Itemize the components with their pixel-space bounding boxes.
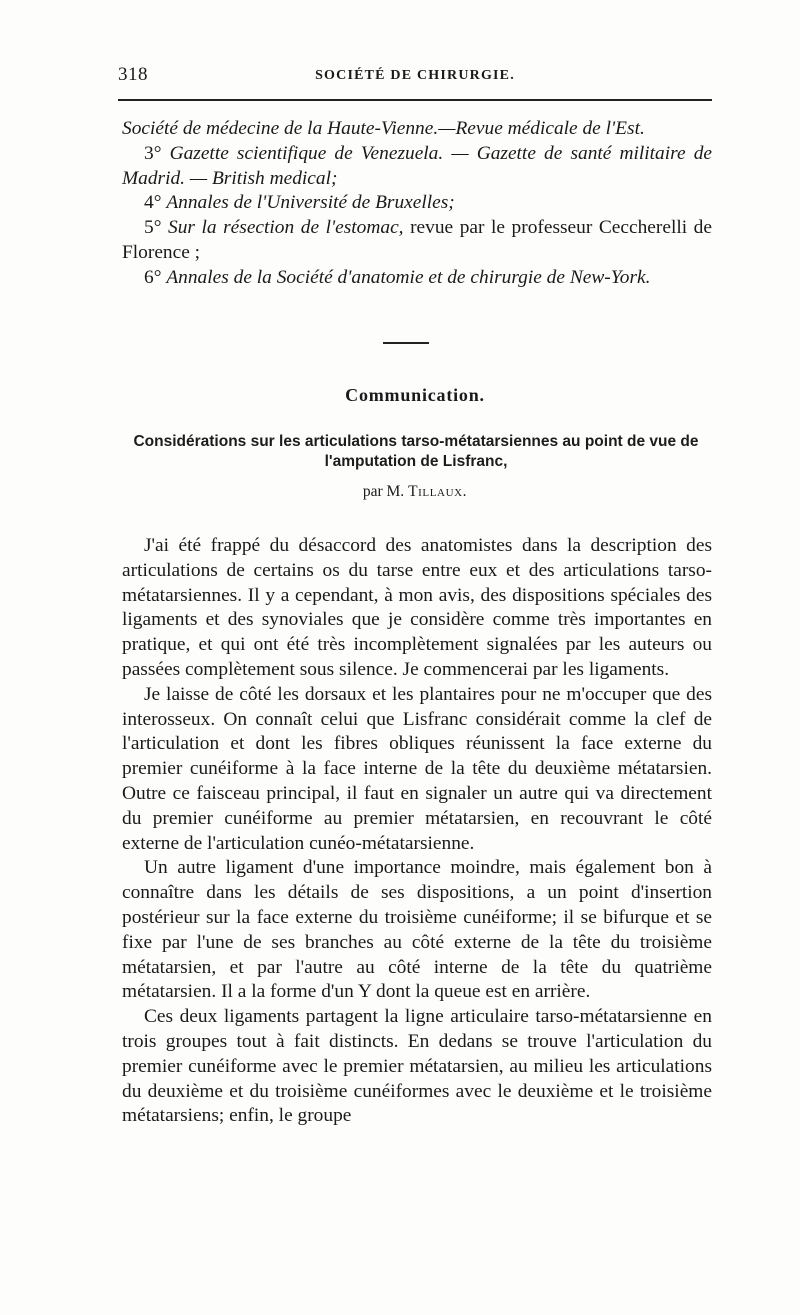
article-title: Considérations sur les articulations tarso-métatarsiennes au point de vue de l'amputation de Lisfranc, [133,433,699,470]
author-prefix: par M. [362,483,409,500]
running-head: SOCIÉTÉ DE CHIRURGIE. [315,68,515,83]
reference-text: 6° [144,266,167,288]
body-paragraph: Je laisse de côté les dorsaux et les plantaires pour ne m'occuper que des interosseux. On connaît celui que Lisfranc considérait comme la clef de l'articulation et dont les fibres obliques réunissent la face externe du premier cunéiforme à la face interne de la tête du deuxième métatarsien. Outre ce faisceau principal, il faut en signaler un autre qui va directement du premier cunéiforme au premier métatarsien, en recouvrant le côté externe de l'articulation cunéo-métatarsienne. [122,683,712,854]
header-rule [118,99,712,101]
body-paragraph: Ces deux ligaments partagent la ligne articulaire tarso-métatarsienne en trois groupes tout à fait distincts. En dedans se trouve l'articulation du premier cunéiforme avec le premier métatarsien, au milieu les articulations du deuxième et du troisième cunéiformes avec le deuxième et le troisième métatarsiens; enfin, le groupe [122,1006,712,1127]
body-paragraph: Un autre ligament d'une importance moindre, mais également bon à connaître dans les détails de ses dispositions, a un point d'insertion postérieur sur la face externe du troisième cunéiforme; il se bifurque et se fixe par l'une de ses branches au côté externe de la tête du troisième métatarsien, et par l'autre au côté interne de la tête du quatrième métatarsien. Il a la forme d'un Y dont la queue est en arrière. [122,857,712,1003]
reference-entry [122,117,712,142]
reference-text: revue par le professeur Ceccherelli de Florence ; [122,217,712,263]
reference-title: Annales de l'Université de Bruxelles; [166,192,455,214]
page-header [118,64,712,88]
reference-text: 4° [144,192,167,214]
reference-entry [122,216,712,266]
article-author [0,483,800,501]
reference-text: 3° [144,142,170,164]
reference-entry [122,266,712,291]
reference-text: 5° [144,217,168,239]
reference-entry [122,142,712,192]
body-paragraph: J'ai été frappé du désaccord des anatomistes dans la description des articulations de certains os du tarse entre eux et des articulations tarso-métatarsiennes. Il y a cependant, à mon avis, des dispositions spéciales des ligaments et des synoviales que je considère comme très importantes en pratique, et qui ont été très incomplètement signalées par les auteurs ou passées complètement sous silence. Je commencerai par les ligaments. [122,535,712,680]
section-separator [383,342,429,344]
reference-title: Société de médecine de la Haute-Vienne.—Revue médicale de l'Est. [122,118,645,139]
reference-title: Sur la résection de l'estomac, [168,217,404,239]
section-title: Communication. [345,385,485,405]
author-name: Tillaux. [408,483,468,500]
reference-title: Annales de la Société d'anatomie et de chirurgie de New-York. [166,266,651,288]
article-body [122,534,712,1129]
page-number: 318 [118,64,148,85]
references-list [122,117,712,291]
reference-title: Gazette scientifique de Venezuela. — Gazette de santé militaire de Madrid. — British medical; [122,142,712,189]
reference-entry [122,191,712,216]
